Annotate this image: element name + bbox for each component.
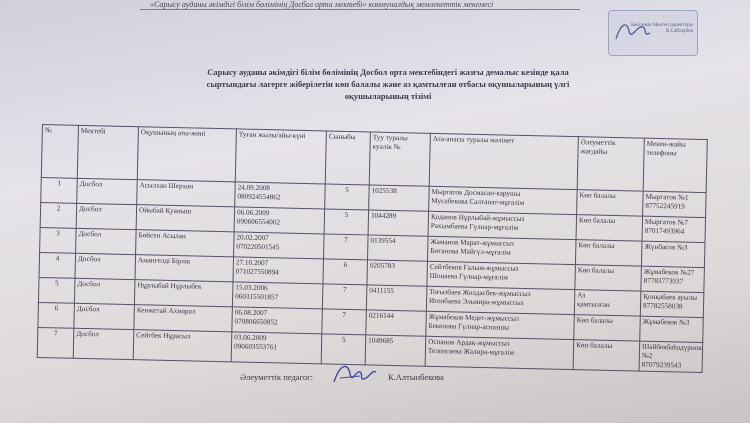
cell-student-name: Ойыбай Қуаныш — [136, 205, 235, 232]
cell-parents-line: Жаманов Марат-жұмыссыз — [430, 237, 514, 248]
cell-social-status — [576, 215, 643, 241]
cell-birth-line: 090603553761 — [233, 342, 278, 352]
column-header: № — [41, 125, 78, 179]
header-underline — [140, 9, 580, 10]
cell-birth — [232, 282, 323, 309]
cell-parents-line: Теленгаева Жалира-мұғалім — [427, 346, 515, 357]
column-header: Мектебі — [77, 125, 138, 179]
title-line-1: Сарысу ауданы әкімдігі білім бөлімінің Досбол орта мектебіндегі жазғы демалыс кезінде қала — [207, 67, 569, 77]
cell-parents — [428, 211, 577, 239]
cell-birth-line: 070220501545 — [236, 242, 280, 252]
cell-number: 6 — [38, 302, 75, 328]
cell-address — [640, 291, 704, 317]
cell-address — [641, 266, 705, 292]
cell-parents-line: Қоданов Нұрлыбай-жұмыссыз — [430, 212, 525, 223]
cell-address — [643, 191, 707, 217]
cell-social-status-line: Көп балалы — [578, 216, 616, 226]
cell-parents — [426, 311, 575, 339]
cell-birth-line: 24.09.2008 — [237, 183, 271, 193]
cell-social-status — [575, 240, 642, 266]
cell-address-line: Жұмабеков №27 — [643, 267, 695, 277]
cell-address-line: 87079239543 — [641, 360, 682, 370]
cell-grade: 7 — [322, 284, 367, 310]
cell-grade: 7 — [322, 309, 367, 335]
cell-birth-line: 06.06.2009 — [236, 208, 270, 218]
cell-number: 7 — [37, 327, 74, 358]
cell-certificate: 1049685 — [365, 335, 426, 366]
cell-birth-line: 27.10.2007 — [235, 258, 269, 268]
cell-birth-line: 03.06.2009 — [234, 333, 267, 343]
cell-birth-line: 080924554862 — [237, 192, 281, 202]
approval-stamp — [608, 10, 698, 56]
cell-parents-line: Шонаева Гүлнар-мұғалім — [429, 271, 508, 282]
cell-social-status-line: қамтылған — [576, 300, 610, 309]
organization-header: «Сарысу ауданы әкімдігі білім бөлімінің Досбол орта мектебі» коммуналдық мемлекеттік мекемесі — [150, 0, 494, 9]
table-body — [37, 177, 706, 372]
cell-student-name: Бөйсен Асылан — [136, 230, 235, 257]
cell-social-status-line: Аз — [577, 291, 586, 300]
cell-address-line: 87752245919 — [645, 201, 685, 211]
cell-social-status — [574, 290, 641, 316]
cell-social-status-line: Көп балалы — [578, 241, 615, 251]
cell-parents-line: Жұмабеков Медет-жұмыссыз — [428, 312, 519, 323]
cell-school: Досбол — [74, 278, 135, 304]
cell-parents — [426, 286, 575, 314]
cell-social-status-line: Көп балалы — [577, 266, 615, 276]
cell-school: Досбол — [76, 203, 137, 229]
cell-parents-line: Бекенова Гүлнар-аспазшы — [428, 321, 510, 332]
cell-birth-line: 060315501857 — [235, 292, 279, 302]
cell-school: Досбол — [75, 253, 136, 279]
cell-parents — [427, 261, 576, 289]
cell-certificate: 0216144 — [366, 310, 427, 336]
cell-parents-line: Игенбаева Эльмира-жұмыссыз — [428, 296, 524, 307]
column-header: Мекен-жайы телефоны — [643, 138, 707, 192]
cell-parents-line: Мыргатов Досмасан-карушы — [431, 187, 521, 198]
cell-address — [641, 241, 705, 267]
column-header: Ата-анасы туралы мәлімет — [429, 133, 578, 189]
cell-birth-line: 20.02.2007 — [236, 233, 269, 243]
title-line-3: оқушыларының тізімі — [344, 91, 432, 101]
document-title — [128, 66, 648, 102]
cell-birth — [231, 332, 322, 364]
cell-social-status-line: Көп балалы — [576, 316, 613, 326]
cell-birth — [234, 207, 325, 234]
cell-parents-line: Битанова Майгүл-мұғалім — [430, 246, 511, 257]
cell-social-status — [574, 315, 641, 341]
cell-birth-line: 15.03.2006 — [235, 283, 268, 293]
signature-icon — [330, 360, 380, 390]
cell-parents — [429, 186, 578, 214]
cell-birth-line: 070806650852 — [234, 317, 278, 327]
cell-student-name: Амангелді Бірлік — [135, 255, 234, 282]
cell-parents-line: Мусабекова Салтанат-мұғалім — [431, 196, 525, 207]
cell-address — [642, 216, 706, 242]
cell-address-line: №2 — [641, 351, 653, 360]
cell-number: 2 — [40, 202, 77, 228]
cell-student-name: Асылхан Шерхан — [137, 180, 236, 207]
cell-birth — [233, 257, 324, 284]
cell-parents-line: Оспанов Ардақ-жұмыссыз — [428, 337, 510, 348]
cell-number: 1 — [41, 177, 78, 203]
cell-school: Досбол — [77, 178, 138, 204]
cell-social-status-line: Көп балалы — [576, 341, 613, 350]
cell-grade: 5 — [325, 184, 370, 210]
cell-parents-line: Тоғызбаев Жолдасбек-жұмыссыз — [429, 287, 531, 299]
cell-birth-line: 090606554002 — [236, 217, 281, 227]
cell-certificate: 0411155 — [366, 285, 427, 311]
cell-social-status — [575, 265, 642, 291]
cell-address — [639, 341, 703, 372]
cell-student-name: Сейтбек Нұрасыл — [133, 330, 232, 362]
cell-address-line: Жүнбасов №3 — [644, 242, 688, 252]
cell-address-line: Жұмабеков №3 — [642, 317, 690, 327]
cell-parents-line: Сейтбеков Ғалым-жұмыссыз — [429, 262, 519, 273]
cell-grade: 6 — [323, 259, 368, 285]
cell-address — [640, 316, 704, 342]
cell-birth — [234, 232, 325, 259]
column-header: Әлеуметтік жағдайы — [577, 137, 644, 191]
cell-student-name: Кенжетай Ахмарал — [134, 305, 233, 332]
cell-number: 5 — [38, 277, 75, 303]
cell-parents — [427, 236, 576, 264]
cell-social-status-line: Көп балалы — [579, 191, 616, 201]
cell-address-line: 87782558038 — [642, 301, 683, 311]
pedagogue-name: К.Алтынбекова — [388, 372, 444, 382]
cell-parents — [425, 336, 574, 369]
cell-birth — [235, 182, 326, 209]
cell-number: 4 — [39, 252, 76, 278]
cell-address-line: Мыргатов №7 — [644, 217, 689, 227]
column-header: Туған жылы/айы-күні — [235, 129, 326, 184]
cell-school: Досбол — [76, 228, 137, 254]
column-header: Оқушының аты-жөні — [137, 127, 236, 182]
cell-certificate: 0139554 — [368, 235, 429, 261]
cell-social-status — [573, 340, 640, 371]
cell-certificate: 1044289 — [368, 210, 429, 236]
title-line-2: сыртындағы лагерге жіберілетін көп балалы және аз қамтылған отбасы оқушыларының үлгі — [206, 79, 570, 89]
cell-address-line: Шайбекбаһадүрнов — [642, 342, 702, 353]
cell-birth-line: 06.08.2007 — [234, 308, 268, 318]
stamp-text: Бекітемін Мектеп директоры К.Сайлаубек — [631, 23, 693, 34]
cell-grade: 5 — [324, 209, 369, 235]
cell-number: 3 — [40, 227, 77, 253]
column-header: Туу туралы куәлік № — [369, 132, 430, 186]
footer-label: Әлеуметтік педагог: — [240, 372, 313, 382]
cell-student-name: Нұрлыбай Нұрлыбек — [134, 280, 233, 307]
cell-school: Досбол — [73, 328, 134, 359]
cell-address-line: Қонқабаев ауылы — [643, 292, 698, 302]
column-header: Сыныбы — [325, 131, 370, 185]
cell-birth — [232, 307, 323, 334]
student-list-table — [37, 124, 708, 373]
cell-grade: 5 — [321, 334, 366, 365]
cell-school: Досбол — [74, 303, 135, 329]
cell-certificate: 0205783 — [367, 260, 428, 286]
cell-address-line: 87017493964 — [644, 226, 685, 236]
cell-social-status — [577, 190, 644, 216]
cell-address-line: Мыргатов №1 — [645, 192, 689, 202]
cell-birth-line: 071027550894 — [235, 267, 279, 277]
cell-certificate: 1025538 — [369, 185, 430, 211]
cell-address-line: 87783773937 — [643, 276, 684, 286]
cell-grade: 7 — [324, 234, 369, 260]
cell-parents-line: Рахымбаева Гүлнар-мұғалім — [430, 221, 519, 232]
